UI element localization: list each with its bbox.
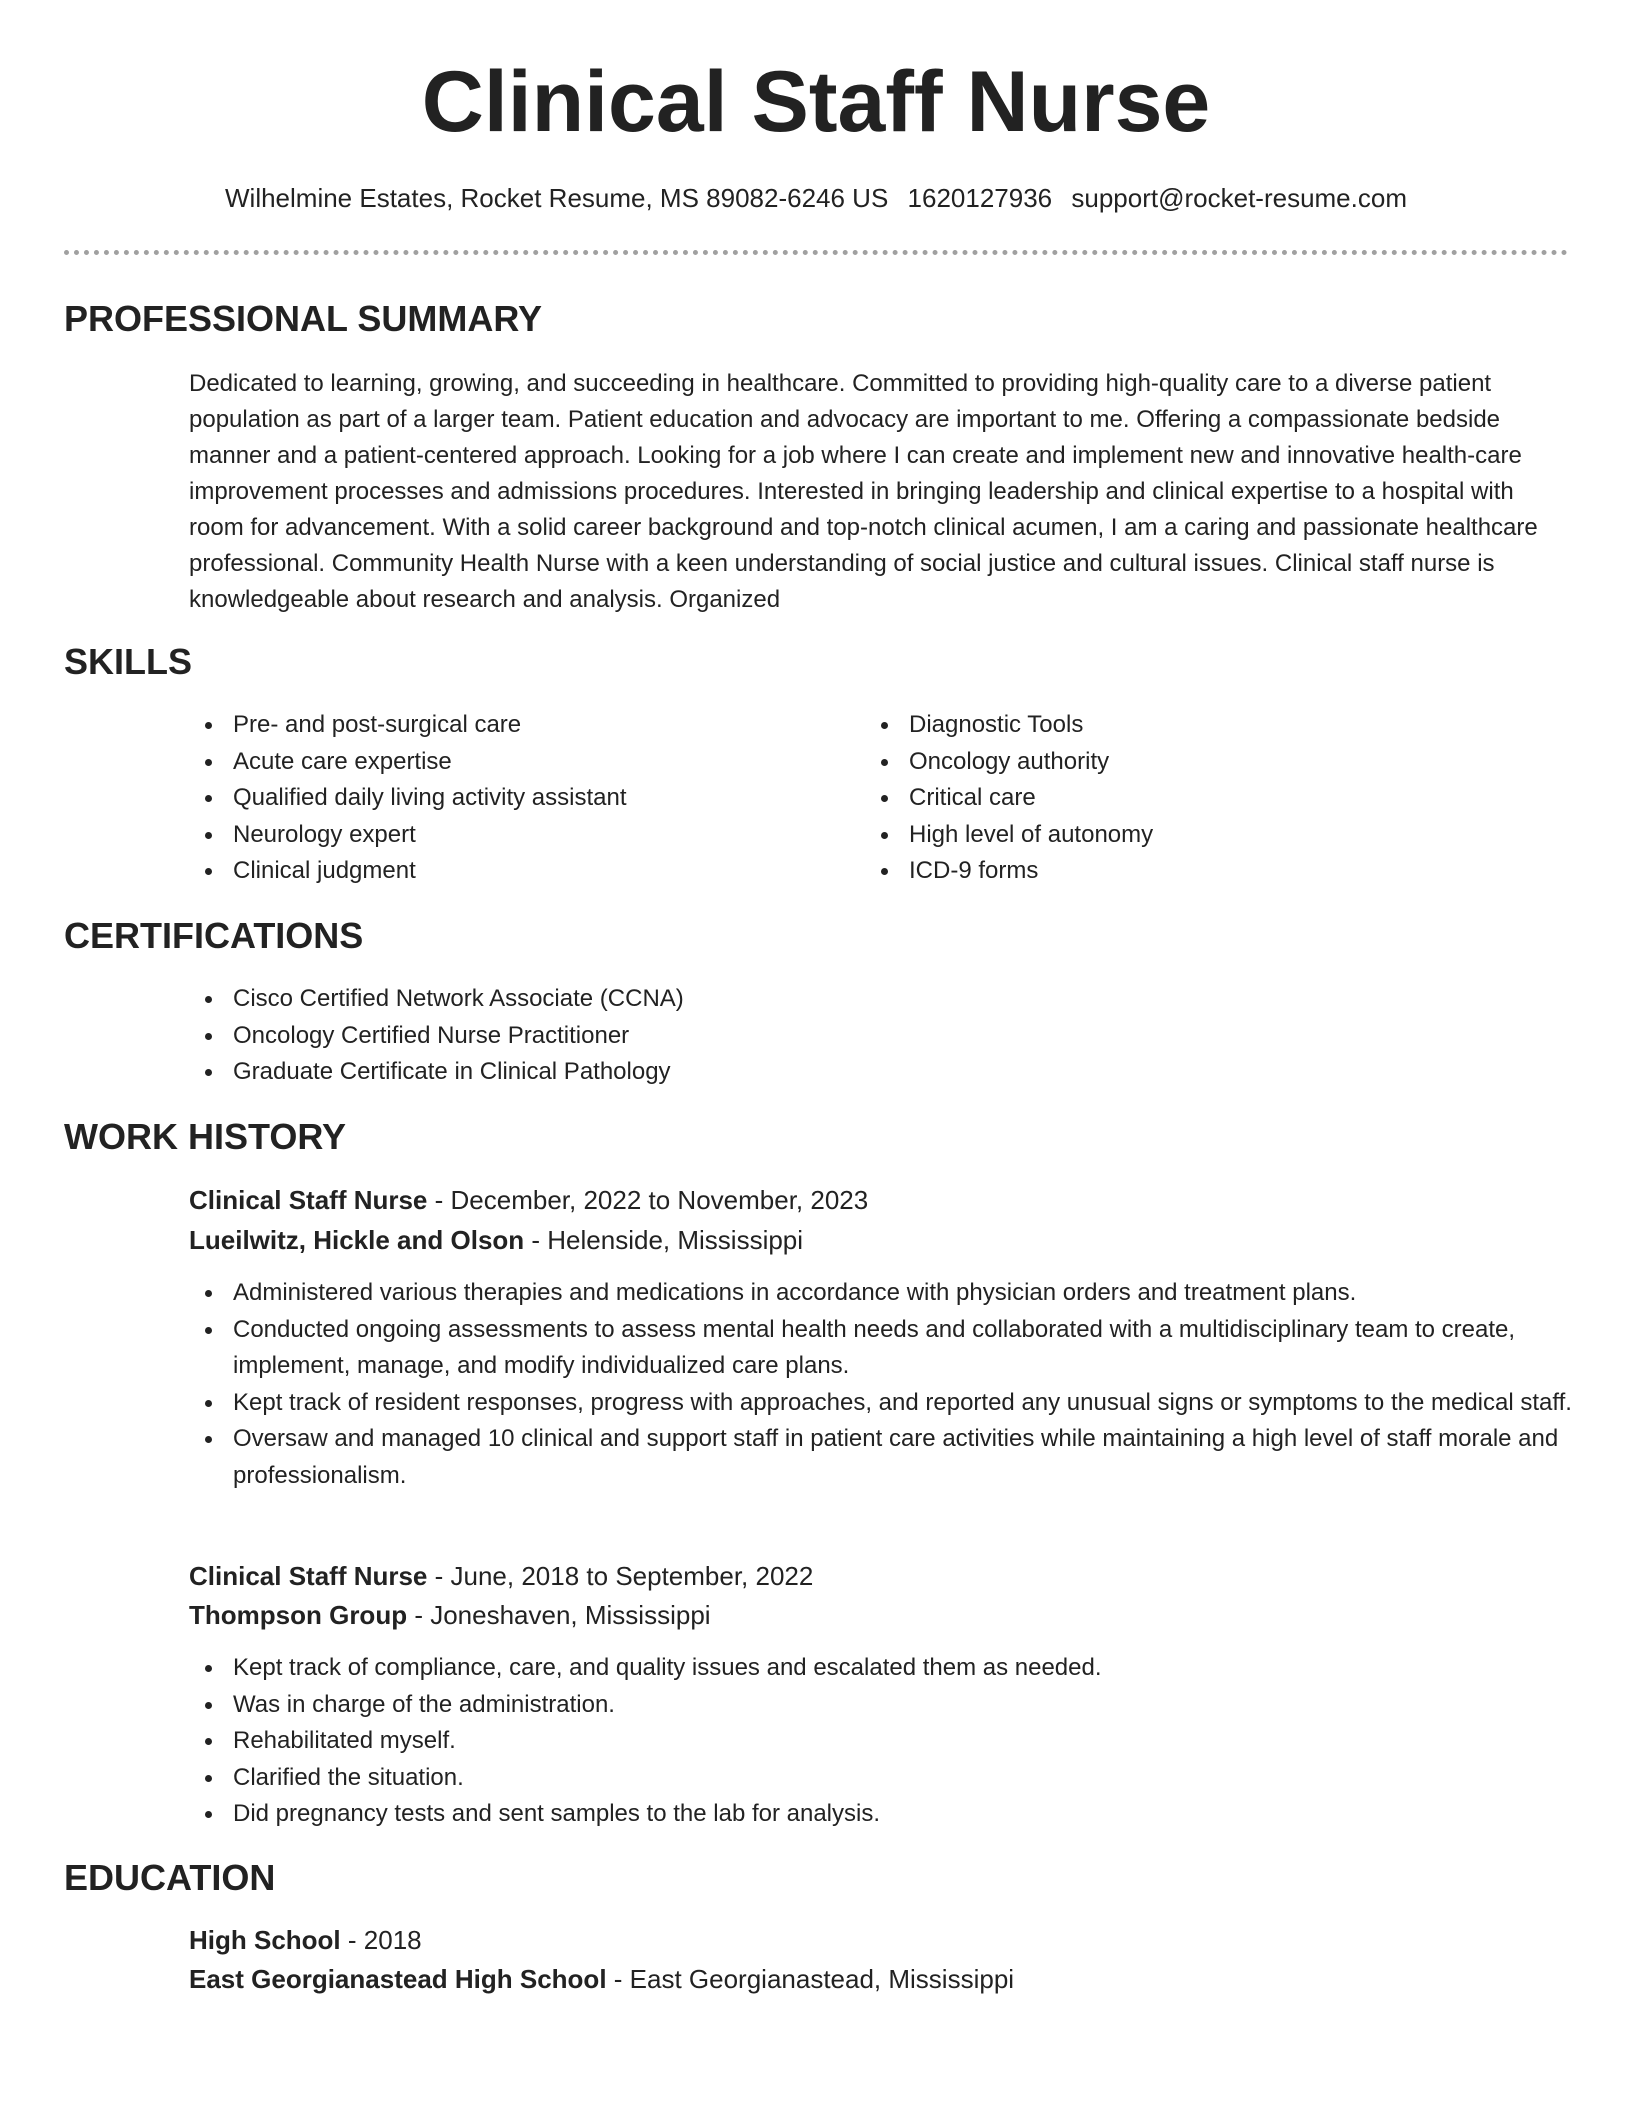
education-location: East Georgianastead, Mississippi [629,1964,1015,1994]
job-1-company-line [189,1221,803,1259]
job-2-dates: June, 2018 to September, 2022 [450,1561,814,1591]
job-2-duties [189,1650,1579,1833]
separator: - [427,1561,451,1591]
separator: - [524,1225,548,1255]
certification-item: Oncology Certified Nurse Practitioner [189,1018,1189,1055]
education-year: 2018 [363,1925,422,1955]
job-2-company: Thompson Group [189,1600,408,1630]
skill-item: Critical care [865,780,1505,817]
job-2-company-line [189,1596,711,1634]
job-2-location: Joneshaven, Mississippi [430,1600,711,1630]
education-heading: EDUCATION [64,1857,276,1898]
skill-item: Qualified daily living activity assistant [189,780,829,817]
duty-item: Oversaw and managed 10 clinical and support staff in patient care activities while maintaining a high level of staff morale and professionalism. [189,1421,1579,1494]
duty-item: Clarified the situation. [189,1760,1579,1797]
certification-item: Graduate Certificate in Clinical Pathology [189,1054,1189,1091]
duty-item: Administered various therapies and medications in accordance with physician orders and treatment plans. [189,1275,1579,1312]
contact-line [0,180,1632,216]
skill-item: Clinical judgment [189,853,829,890]
contact-email[interactable]: support@rocket-resume.com [1071,183,1407,213]
duty-item: Rehabilitated myself. [189,1723,1579,1760]
job-1-role: Clinical Staff Nurse [189,1185,428,1215]
education-school-line [189,1960,1014,1998]
separator: - [427,1185,451,1215]
skill-item: Acute care expertise [189,744,829,781]
education-degree-line [189,1921,422,1959]
skill-item: Neurology expert [189,817,829,854]
job-1-location: Helenside, Mississippi [547,1225,804,1255]
skills-list-right [865,707,1505,890]
skill-item: ICD-9 forms [865,853,1505,890]
job-1-title-line [189,1181,868,1219]
contact-address: Wilhelmine Estates, Rocket Resume, MS 89082-6246 US [225,183,889,213]
duty-item: Conducted ongoing assessments to assess mental health needs and collaborated with a multidisciplinary team to create, implement, manage, and modify individualized care plans. [189,1312,1579,1385]
duty-item: Did pregnancy tests and sent samples to the lab for analysis. [189,1796,1579,1833]
duty-item: Was in charge of the administration. [189,1687,1579,1724]
separator: - [606,1964,630,1994]
skill-item: High level of autonomy [865,817,1505,854]
certification-item: Cisco Certified Network Associate (CCNA) [189,981,1189,1018]
job-1-dates: December, 2022 to November, 2023 [450,1185,869,1215]
certifications-heading: CERTIFICATIONS [64,915,364,956]
skills-heading: SKILLS [64,641,193,682]
job-2-title-line [189,1557,813,1595]
summary-heading: PROFESSIONAL SUMMARY [64,298,543,339]
contact-phone: 1620127936 [907,183,1053,213]
skills-list-left [189,707,829,890]
duty-item: Kept track of compliance, care, and quality issues and escalated them as needed. [189,1650,1579,1687]
job-1-company: Lueilwitz, Hickle and Olson [189,1225,525,1255]
candidate-name: Clinical Staff Nurse [421,54,1211,150]
education-degree: High School [189,1925,341,1955]
separator: - [407,1600,431,1630]
header-divider [64,250,1568,255]
summary-text: Dedicated to learning, growing, and succeeding in healthcare. Committed to providing high-quality care to a diverse patient population as part of a larger team. Patient education and advocacy are important to me. Offering a compassionate bedside manner and a patient-centered approach. Looking for a job where I can create and implement new and innovative health-care improvement processes and admissions procedures. Interested in bringing leadership and clinical expertise to a hospital with room for advancement. With a solid career background and top-notch clinical acumen, I am a caring and passionate healthcare professional. Community Health Nurse with a keen understanding of social justice and cultural issues. Clinical staff nurse is knowledgeable about research and analysis. Organized [189,370,1538,613]
job-1-duties [189,1275,1579,1494]
job-2-role: Clinical Staff Nurse [189,1561,428,1591]
skill-item: Diagnostic Tools [865,707,1505,744]
skill-item: Pre- and post-surgical care [189,707,829,744]
duty-item: Kept track of resident responses, progress with approaches, and reported any unusual signs or symptoms to the medical staff. [189,1385,1579,1422]
education-school: East Georgianastead High School [189,1964,607,1994]
skill-item: Oncology authority [865,744,1505,781]
separator: - [340,1925,364,1955]
work-history-heading: WORK HISTORY [64,1116,347,1157]
certifications-list [189,981,1189,1091]
